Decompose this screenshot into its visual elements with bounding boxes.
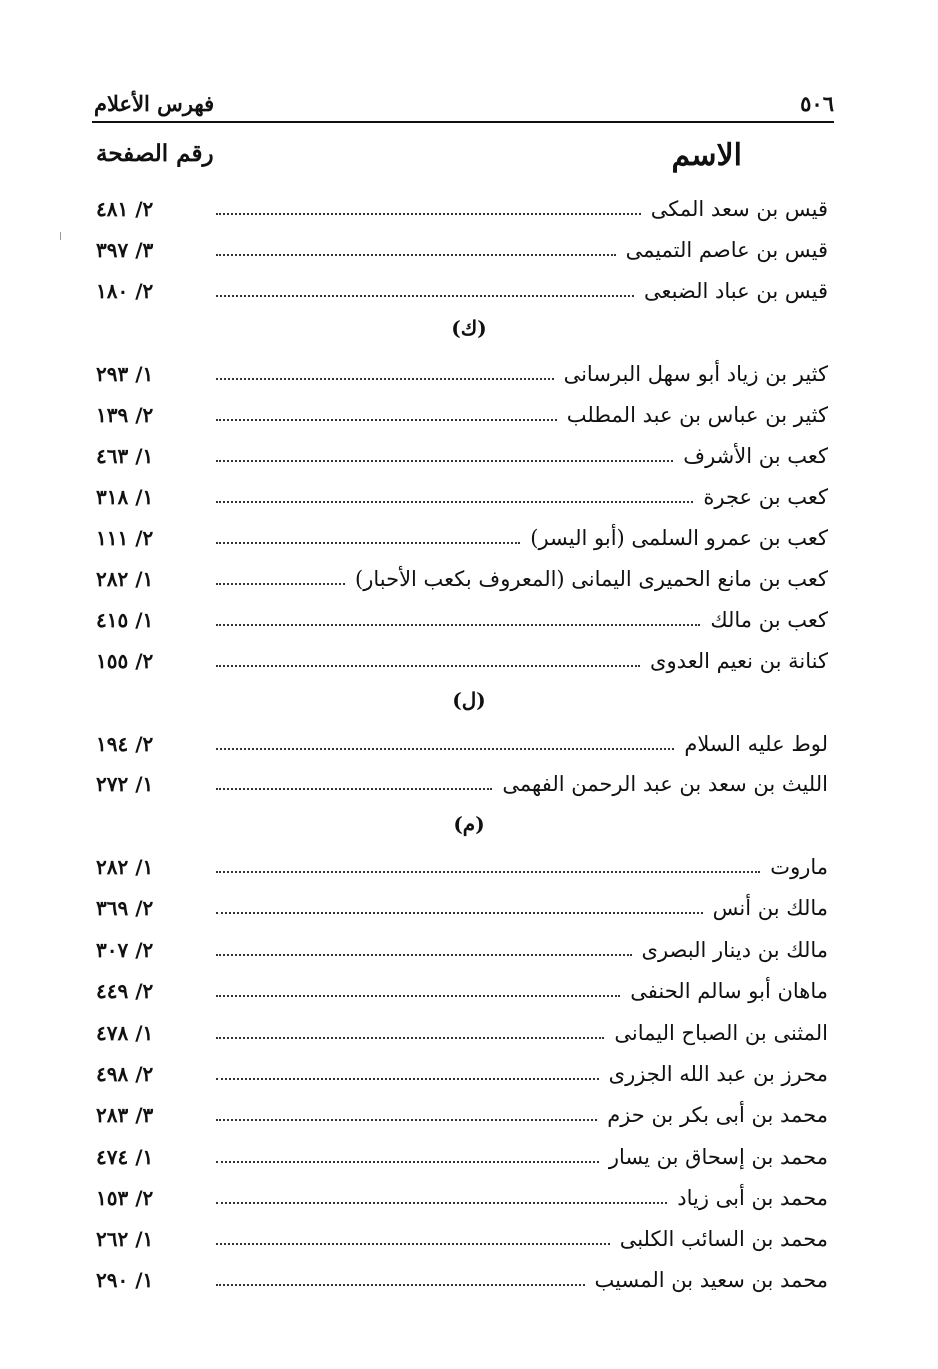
index-entry [96, 726, 828, 762]
leader-dots [216, 501, 693, 503]
index-entry [96, 356, 828, 392]
entry-page: ١/ ٢٩٠ [96, 1268, 154, 1292]
index-entry [96, 1139, 828, 1175]
entry-name: كثير بن عباس بن عبد المطلب [566, 403, 828, 427]
leader-dots [216, 665, 640, 667]
leader-dots [216, 419, 557, 421]
entry-name: محمد بن أبى بكر بن حزم [607, 1103, 828, 1127]
entry-page: ٢/ ١٩٤ [96, 732, 154, 756]
index-entry [96, 520, 828, 556]
entry-page: ١/ ٢٦٢ [96, 1227, 154, 1251]
entry-name: الليث بن سعد بن عبد الرحمن الفهمى [502, 772, 828, 796]
entry-name: ماهان أبو سالم الحنفى [630, 979, 828, 1003]
entry-page: ١/ ٤٧٨ [96, 1021, 154, 1045]
entry-page: ٢/ ٣٦٩ [96, 896, 154, 920]
leader-dots [216, 871, 760, 873]
entry-page: ٢/ ١٨٠ [96, 279, 154, 303]
index-entry [96, 643, 828, 679]
index-entry [96, 973, 828, 1009]
letter-heading: (ك) [451, 316, 487, 340]
leader-dots [216, 254, 616, 256]
entry-page: ١/ ٣١٨ [96, 485, 154, 509]
entry-name: محمد بن أبى زياد [677, 1186, 828, 1210]
entry-page: ٢/ ٤٨١ [96, 197, 154, 221]
index-entry [96, 273, 828, 309]
entry-name: كعب بن عجرة [703, 485, 828, 509]
entry-name: محمد بن السائب الكلبى [619, 1227, 828, 1251]
entry-name: مالك بن دينار البصرى [641, 938, 828, 962]
leader-dots [216, 954, 632, 956]
entry-page: ١/ ٢٨٢ [96, 855, 154, 879]
entry-page: ٢/ ٤٩٨ [96, 1062, 154, 1086]
page-header [94, 86, 834, 116]
entry-name: ماروت [770, 855, 828, 879]
leader-dots [216, 1202, 667, 1204]
entry-name: كعب بن عمرو السلمى (أبو اليسر) [530, 526, 828, 550]
leader-dots [216, 213, 641, 215]
leader-dots [216, 912, 703, 914]
leader-dots [216, 378, 554, 380]
leader-dots [216, 295, 634, 297]
index-entry [96, 1262, 828, 1298]
leader-dots [216, 583, 345, 585]
leader-dots [216, 1284, 585, 1286]
entry-name: لوط عليه السلام [684, 732, 828, 756]
leader-dots [216, 788, 492, 790]
leader-dots [216, 748, 674, 750]
entry-name: محمد بن سعيد بن المسيب [594, 1268, 828, 1292]
entry-page: ١/ ٤١٥ [96, 608, 154, 632]
leader-dots [216, 995, 620, 997]
page-number: ٥٠٦ [800, 91, 834, 116]
entry-page: ١/ ٢٧٢ [96, 772, 154, 796]
entry-page: ١/ ٤٦٣ [96, 444, 154, 468]
index-entry [96, 561, 828, 597]
index-entry [96, 932, 828, 968]
entry-page: ٢/ ١١١ [96, 526, 154, 550]
entry-page: ٣/ ٢٨٣ [96, 1103, 154, 1127]
leader-dots [216, 460, 673, 462]
index-entry [96, 890, 828, 926]
leader-dots [216, 542, 520, 544]
letter-heading: (ل) [452, 688, 486, 712]
index-entry [96, 849, 828, 885]
entry-name: قيس بن عباد الضبعى [643, 279, 828, 303]
index-entry [96, 479, 828, 515]
running-title: فهرس الأعلام [94, 91, 215, 116]
entry-name: قيس بن سعد المكى [650, 197, 828, 221]
leader-dots [216, 1243, 610, 1245]
entry-page: ١/ ٢٨٢ [96, 567, 154, 591]
entry-name: المثنى بن الصباح اليمانى [614, 1021, 828, 1045]
entry-page: ٢/ ١٥٣ [96, 1186, 154, 1210]
entry-name: كعب بن مالك [710, 608, 828, 632]
index-entry [96, 602, 828, 638]
entry-page: ١/ ٢٩٣ [96, 362, 154, 386]
entry-page: ٢/ ١٥٥ [96, 649, 154, 673]
leader-dots [216, 1037, 604, 1039]
entry-name: محرز بن عبد الله الجزرى [608, 1062, 828, 1086]
leader-dots [216, 1119, 597, 1121]
margin-mark [60, 232, 61, 240]
entry-name: قيس بن عاصم التميمى [625, 238, 828, 262]
entry-page: ٣/ ٣٩٧ [96, 238, 154, 262]
header-rule [92, 121, 834, 123]
index-entry [96, 1056, 828, 1092]
index-entry [96, 766, 828, 802]
leader-dots [216, 1078, 599, 1080]
letter-heading: (م) [453, 812, 485, 836]
leader-dots [216, 1161, 599, 1163]
entry-name: كعب بن مانع الحميرى اليمانى (المعروف بكعب الأحبار) [355, 567, 828, 591]
entry-name: كثير بن زياد أبو سهل البرسانى [563, 362, 828, 386]
entry-page: ٢/ ١٣٩ [96, 403, 154, 427]
index-entry [96, 1097, 828, 1133]
index-entry [96, 1180, 828, 1216]
page-column-heading: رقم الصفحة [96, 140, 214, 167]
entry-name: مالك بن أنس [712, 896, 828, 920]
index-entry [96, 232, 828, 268]
entry-name: كعب بن الأشرف [683, 444, 828, 468]
index-entry [96, 191, 828, 227]
entry-name: محمد بن إسحاق بن يسار [608, 1145, 828, 1169]
index-entry [96, 1015, 828, 1051]
index-entry [96, 438, 828, 474]
entry-name: كنانة بن نعيم العدوى [650, 649, 828, 673]
name-column-heading: الاسم [671, 138, 742, 173]
entry-page: ٢/ ٣٠٧ [96, 938, 154, 962]
entry-page: ٢/ ٤٤٩ [96, 979, 154, 1003]
index-entry [96, 397, 828, 433]
leader-dots [216, 624, 700, 626]
index-entry [96, 1221, 828, 1257]
entry-page: ١/ ٤٧٤ [96, 1145, 154, 1169]
